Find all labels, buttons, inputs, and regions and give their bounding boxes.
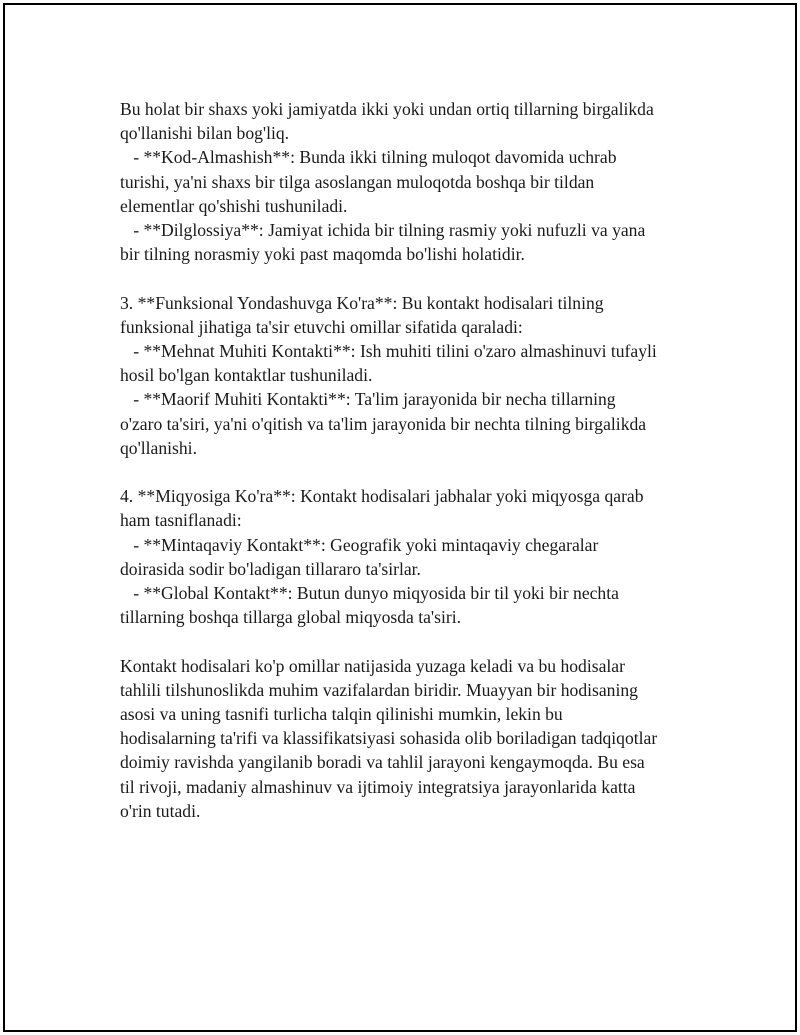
text-line: Bu holat bir shaxs yoki jamiyatda ikki yoki undan ortiq tillarning birgalikda (120, 99, 654, 119)
text-line: qo'llanishi. (120, 437, 197, 458)
text-line: doimiy ravishda yangilanib boradi va tahlil jarayoni kengaymoqda. Bu esa (120, 752, 645, 773)
document-page (3, 3, 797, 1032)
document-body (120, 97, 690, 823)
text-line: - **Global Kontakt**: Butun dunyo miqyosida bir til yoki bir nechta (120, 583, 619, 604)
paragraph-gap (120, 460, 690, 484)
text-line: funksional jihatiga ta'sir etuvchi omillar sifatida qaraladi: (120, 316, 523, 337)
text-line: bir tilning norasmiy yoki past maqomda bo'lishi holatidir. (120, 244, 525, 265)
text-line: - **Mintaqaviy Kontakt**: Geografik yoki mintaqaviy chegaralar (120, 534, 599, 555)
text-line: turishi, ya'ni shaxs bir tilga asoslangan muloqotda boshqa bir tildan (120, 171, 595, 192)
text-line: - **Mehnat Muhiti Kontakti**: Ish muhiti tilini o'zaro almashinuvi tufayli (120, 341, 657, 362)
text-line: qo'llanishi bilan bog'liq. (120, 123, 290, 144)
text-line: - **Kod-Almashish**: Bunda ikki tilning muloqot davomida uchrab (120, 147, 617, 168)
text-line: asosi va uning tasnifi turlicha talqin qilinishi mumkin, lekin bu (120, 704, 563, 725)
text-line: tillarning boshqa tillarga global miqyosda ta'siri. (120, 607, 461, 628)
paragraph-gap (120, 629, 690, 653)
text-line: o'zaro ta'siri, ya'ni o'qitish va ta'lim jarayonida bir nechta tilning birgalikda (120, 413, 647, 434)
text-line: - **Maorif Muhiti Kontakti**: Ta'lim jarayonida bir necha tillarning (120, 389, 616, 410)
text-line: - **Dilglossiya**: Jamiyat ichida bir tilning rasmiy yoki nufuzli va yana (120, 220, 646, 241)
text-line: til rivoji, madaniy almashinuv va ijtimoiy integratsiya jarayonlarida katta (120, 776, 636, 797)
text-line: 3. **Funksional Yondashuvga Ko'ra**: Bu kontakt hodisalari tilning (120, 292, 604, 313)
text-line: Kontakt hodisalari ko'p omillar natijasida yuzaga keladi va bu hodisalar (120, 655, 625, 676)
text-line: ham tasniflanadi: (120, 510, 242, 531)
paragraph-gap (120, 266, 690, 290)
text-line: hodisalarning ta'rifi va klassifikatsiyasi sohasida olib boriladigan tadqiqotlar (120, 728, 658, 749)
text-line: o'rin tutadi. (120, 800, 201, 821)
text-line: hosil bo'lgan kontaktlar tushuniladi. (120, 365, 373, 386)
text-line: elementlar qo'shishi tushuniladi. (120, 195, 348, 216)
text-line: 4. **Miqyosiga Ko'ra**: Kontakt hodisalari jabhalar yoki miqyosga qarab (120, 486, 644, 507)
text-line: tahlili tilshunoslikda muhim vazifalardan biridir. Muayyan bir hodisaning (120, 679, 638, 700)
text-line: doirasida sodir bo'ladigan tillararo ta'sirlar. (120, 558, 421, 579)
